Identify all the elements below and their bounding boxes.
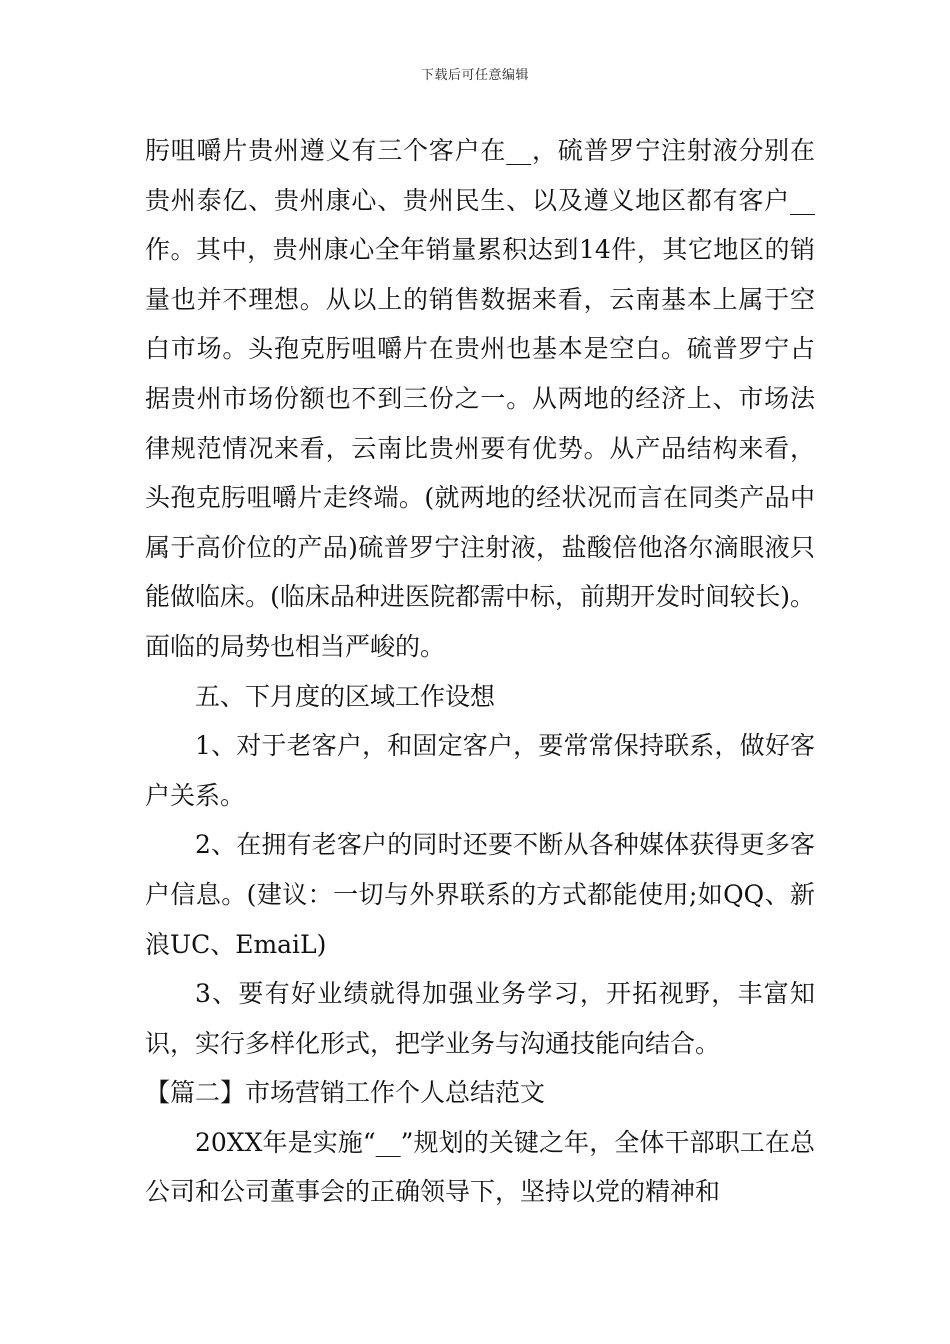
- paragraph-market-analysis: 肟咀嚼片贵州遵义有三个客户在__，硫普罗宁注射液分别在贵州泰亿、贵州康心、贵州民生、以及遵义地区都有客户__作。其中，贵州康心全年销量累积达到14件，其它地区的销量也并不理想。从以上的销售数据来看，云南基本上属于空白市场。头孢克肟咀嚼片在贵州也基本是空白。硫普罗宁占据贵州市场份额也不到三份之一。从两地的经济上、市场法律规范情况来看，云南比贵州要有优势。从产品结构来看，头孢克肟咀嚼片走终端。(就两地的经状况而言在同类产品中属于高价位的产品)硫普罗宁注射液，盐酸倍他洛尔滴眼液只能做临床。(临床品种进医院都需中标，前期开发时间较长)。面临的局势也相当严峻的。: [145, 136, 815, 661]
- section-heading-next-month-plan: 五、下月度的区域工作设想: [195, 681, 496, 711]
- document-body: [145, 126, 815, 1217]
- paragraph-part-two-intro: 20XX年是实施“__”规划的关键之年，全体干部职工在总公司和公司董事会的正确领导下，坚持以党的精神和: [145, 1127, 815, 1207]
- list-item-3: 3、要有好业绩就得加强业务学习，开拓视野，丰富知识，实行多样化形式，把学业务与沟通技能向结合。: [145, 979, 815, 1058]
- list-item-1: 1、对于老客户，和固定客户，要常常保持联系，做好客户关系。: [145, 731, 815, 810]
- list-item-2: 2、在拥有老客户的同时还要不断从各种媒体获得更多客户信息。(建议：一切与外界联系的方式都能使用;如QQ、新浪UC、EmaiL): [145, 830, 815, 959]
- article-heading-part-two: 【篇二】市场营销工作个人总结范文: [145, 1078, 546, 1108]
- header-note: 下载后可任意编辑: [420, 68, 529, 83]
